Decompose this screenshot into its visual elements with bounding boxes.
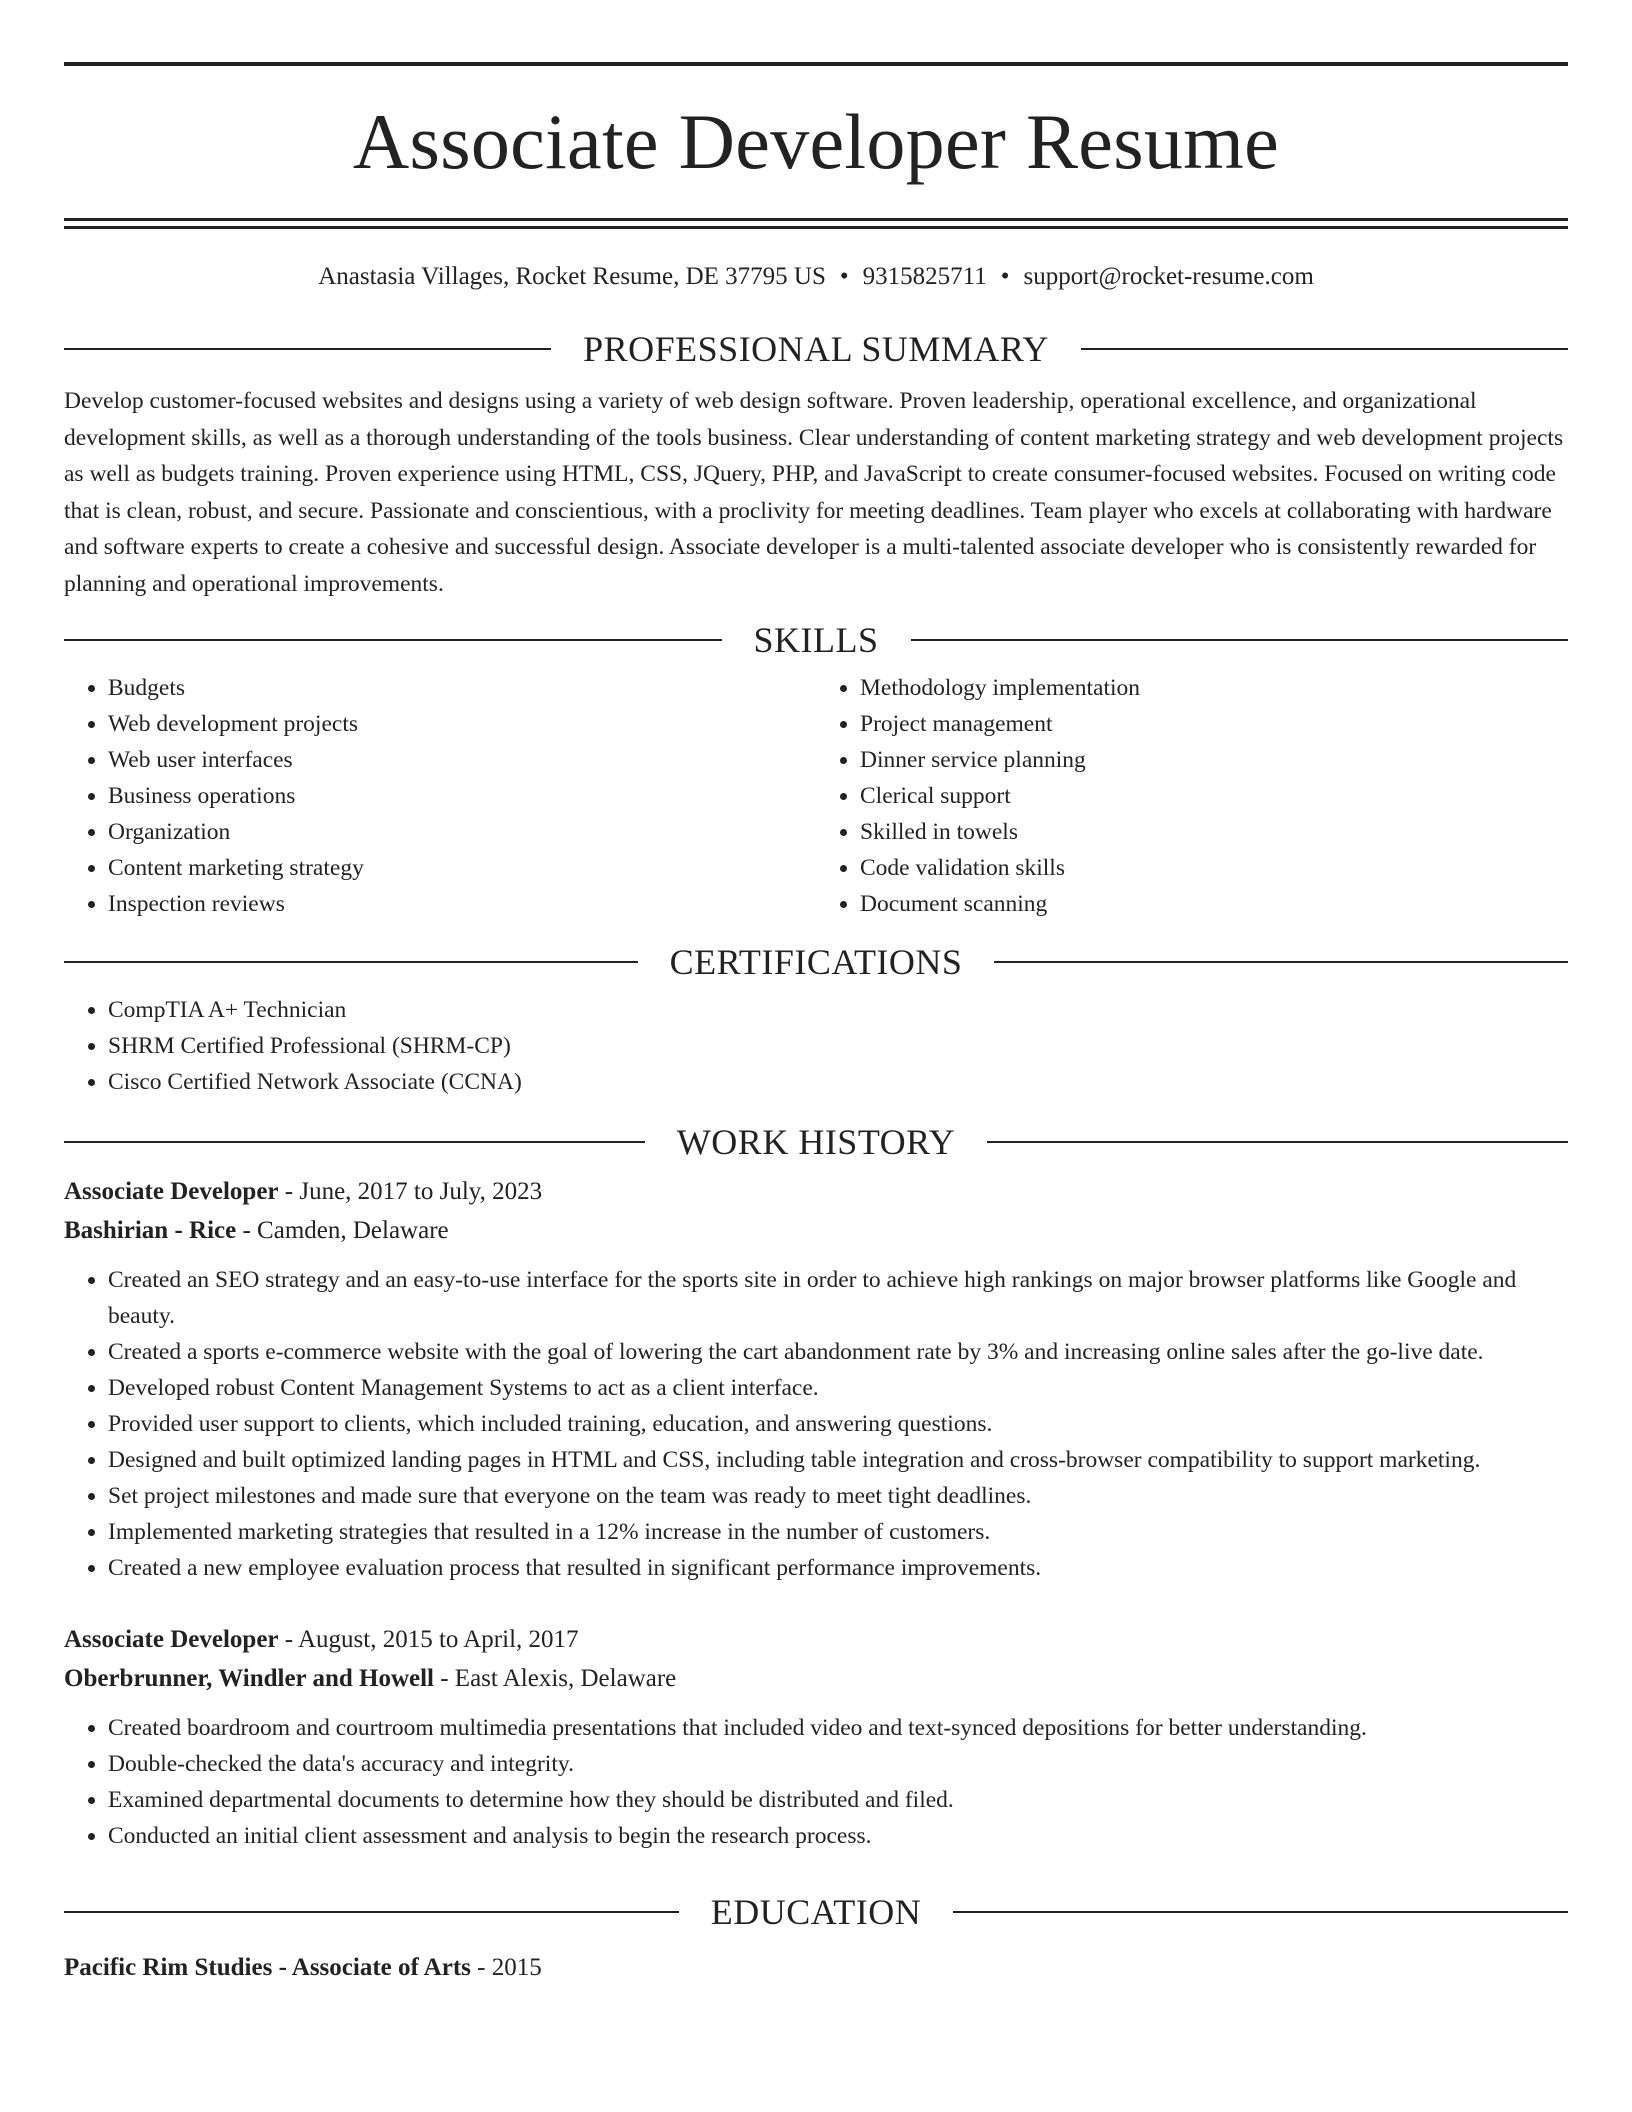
divider xyxy=(64,1141,645,1143)
job-title: Associate Developer xyxy=(64,1626,279,1653)
job-bullet: • Provided user support to clients, which included training, education, and answering questions. xyxy=(108,1406,1568,1442)
section-header-skills xyxy=(64,616,1568,664)
certification-item: • Cisco Certified Network Associate (CCNA) xyxy=(108,1064,1568,1100)
skill-item: • Budgets xyxy=(108,670,816,706)
skill-item: • Web development projects xyxy=(108,706,816,742)
divider xyxy=(64,1911,679,1913)
education-degree: Pacific Rim Studies - Associate of Arts xyxy=(64,1954,471,1981)
job-bullets xyxy=(64,1262,1568,1586)
job-bullet: • Created boardroom and courtroom multimedia presentations that included video and text-synced depositions for better understanding. xyxy=(108,1710,1568,1746)
job-entry xyxy=(64,1620,1568,1854)
section-title-education: EDUCATION xyxy=(710,1892,922,1932)
skill-item: • Business operations xyxy=(108,778,816,814)
divider xyxy=(64,639,722,641)
contact-line xyxy=(64,263,1568,291)
resume-page xyxy=(64,0,1568,1987)
divider xyxy=(987,1141,1568,1143)
job-bullet: • Designed and built optimized landing pages in HTML and CSS, including table integration and cross-browser compatibility to support marketing. xyxy=(108,1442,1568,1478)
job-company: Oberbrunner, Windler and Howell xyxy=(64,1665,434,1692)
job-dates: - June, 2017 to July, 2023 xyxy=(278,1178,543,1205)
skill-item: • Methodology implementation xyxy=(860,670,1568,706)
job-bullet: • Created a sports e-commerce website with the goal of lowering the cart abandonment rate by 3% and increasing online sales after the go-live date. xyxy=(108,1334,1568,1370)
skills-list xyxy=(64,670,1568,922)
skill-item: • Web user interfaces xyxy=(108,742,816,778)
job-company-line xyxy=(64,1659,1568,1698)
skills-column-right xyxy=(816,670,1568,922)
job-bullets xyxy=(64,1710,1568,1854)
section-header-education xyxy=(64,1888,1568,1936)
job-title-line xyxy=(64,1172,1568,1211)
job-title-line xyxy=(64,1620,1568,1659)
job-bullet: • Created an SEO strategy and an easy-to-use interface for the sports site in order to achieve high rankings on major browser platforms like Google and beauty. xyxy=(108,1262,1568,1334)
contact-separator: • xyxy=(1000,263,1010,290)
job-bullet: • Developed robust Content Management Systems to act as a client interface. xyxy=(108,1370,1568,1406)
skills-column-left xyxy=(64,670,816,922)
skill-item: • Content marketing strategy xyxy=(108,850,816,886)
contact-address: Anastasia Villages, Rocket Resume, DE 37795 US xyxy=(318,263,826,290)
job-bullet: • Created a new employee evaluation process that resulted in significant performance improvements. xyxy=(108,1550,1568,1586)
top-rule xyxy=(64,62,1568,66)
education-entry xyxy=(64,1948,1568,1987)
education-year: - 2015 xyxy=(470,1954,542,1981)
job-bullet: • Examined departmental documents to determine how they should be distributed and filed. xyxy=(108,1782,1568,1818)
section-header-certifications xyxy=(64,938,1568,986)
skill-item: • Project management xyxy=(860,706,1568,742)
title-double-rule xyxy=(64,218,1568,229)
contact-email: support@rocket-resume.com xyxy=(1023,263,1314,290)
section-title-certifications: CERTIFICATIONS xyxy=(669,942,963,982)
job-entry xyxy=(64,1172,1568,1586)
work-history xyxy=(64,1172,1568,1854)
skill-item: • Skilled in towels xyxy=(860,814,1568,850)
job-bullet: • Implemented marketing strategies that resulted in a 12% increase in the number of customers. xyxy=(108,1514,1568,1550)
skill-item: • Document scanning xyxy=(860,886,1568,922)
divider xyxy=(64,348,551,350)
section-title-skills: SKILLS xyxy=(753,620,879,660)
section-title-summary: PROFESSIONAL SUMMARY xyxy=(583,329,1049,369)
skill-item: • Dinner service planning xyxy=(860,742,1568,778)
skill-item: • Code validation skills xyxy=(860,850,1568,886)
job-location: - Camden, Delaware xyxy=(236,1217,449,1244)
skill-item: • Clerical support xyxy=(860,778,1568,814)
job-company-line xyxy=(64,1211,1568,1250)
certification-item: • CompTIA A+ Technician xyxy=(108,992,1568,1028)
job-company: Bashirian - Rice xyxy=(64,1217,237,1244)
divider xyxy=(953,1911,1568,1913)
divider xyxy=(911,639,1569,641)
divider xyxy=(64,961,638,963)
section-header-work xyxy=(64,1118,1568,1166)
divider xyxy=(994,961,1568,963)
job-location: - East Alexis, Delaware xyxy=(433,1665,677,1692)
contact-separator: • xyxy=(839,263,849,290)
skill-item: • Organization xyxy=(108,814,816,850)
skill-item: • Inspection reviews xyxy=(108,886,816,922)
page-title: Associate Developer Resume xyxy=(352,98,1280,185)
section-title-work: WORK HISTORY xyxy=(676,1122,956,1162)
certifications-list xyxy=(64,992,1568,1100)
job-title: Associate Developer xyxy=(64,1178,279,1205)
section-header-summary xyxy=(64,325,1568,373)
job-bullet: • Double-checked the data's accuracy and integrity. xyxy=(108,1746,1568,1782)
contact-phone: 9315825711 xyxy=(862,263,987,290)
job-dates: - August, 2015 to April, 2017 xyxy=(278,1626,579,1653)
job-bullet: • Set project milestones and made sure that everyone on the team was ready to meet tight deadlines. xyxy=(108,1478,1568,1514)
divider xyxy=(1081,348,1568,350)
summary-text: Develop customer-focused websites and designs using a variety of web design software. Proven leadership, operational excellence, and organizational development skills, as well as a thorough understanding of the tools business. Clear understanding of content marketing strategy and web development projects as well as budgets training. Proven experience using HTML, CSS, JQuery, PHP, and JavaScript to create consumer-focused websites. Focused on writing code that is clean, robust, and secure. Passionate and conscientious, with a proclivity for meeting deadlines. Team player who excels at collaborating with hardware and software experts to create a cohesive and successful design. Associate developer is a multi-talented associate developer who is consistently rewarded for planning and operational improvements. xyxy=(64,388,1564,597)
certification-item: • SHRM Certified Professional (SHRM-CP) xyxy=(108,1028,1568,1064)
job-bullet: • Conducted an initial client assessment and analysis to begin the research process. xyxy=(108,1818,1568,1854)
